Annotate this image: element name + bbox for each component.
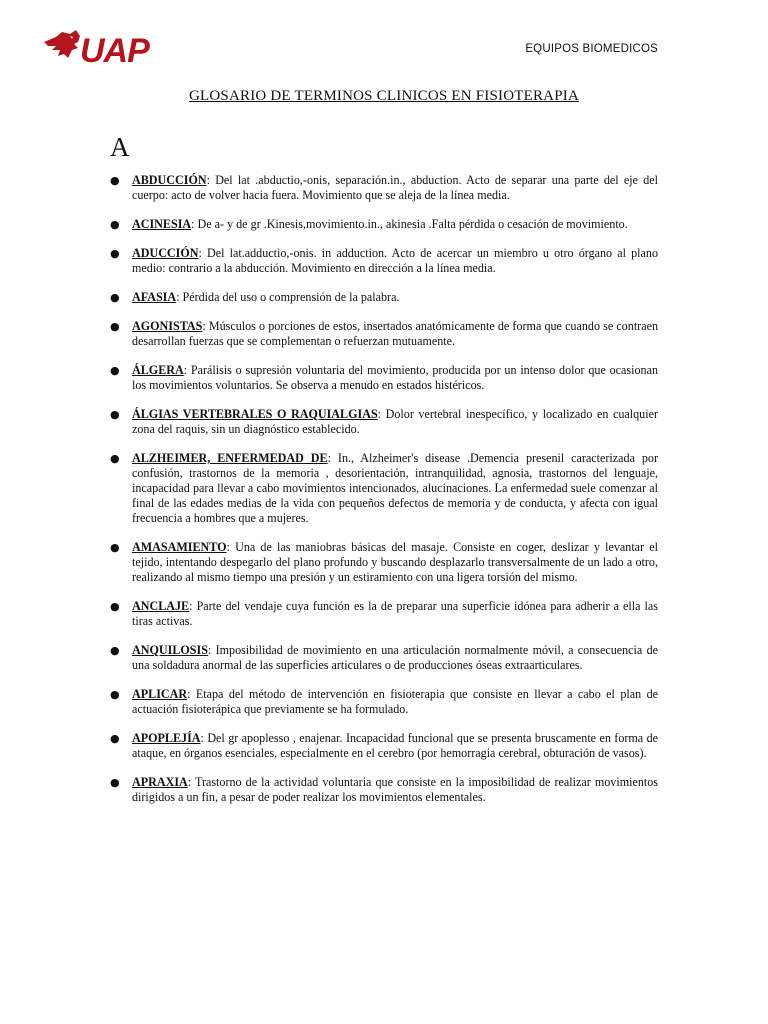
bullet-icon: ● bbox=[110, 541, 120, 554]
glossary-entry bbox=[110, 643, 658, 673]
entry-term: ACINESIA bbox=[132, 217, 192, 231]
bullet-icon: ● bbox=[110, 776, 120, 789]
glossary-entry bbox=[110, 731, 658, 761]
entry-definition: : Parálisis o supresión voluntaria del movimiento, producida por un intenso dolor que ocasionan los movimientos voluntarios. Se observa a menudo en estados histéricos. bbox=[132, 363, 658, 392]
bullet-icon: ● bbox=[110, 644, 120, 657]
bullet-icon: ● bbox=[110, 452, 120, 465]
bullet-icon: ● bbox=[110, 408, 120, 421]
glossary-list bbox=[0, 173, 768, 819]
glossary-entry bbox=[110, 687, 658, 717]
glossary-entry bbox=[110, 173, 658, 203]
glossary-entry bbox=[110, 540, 658, 585]
entry-definition: : De a- y de gr .Kinesis,movimiento.in., akinesia .Falta pérdida o cesación de movimiento. bbox=[191, 217, 628, 231]
entry-term: ANCLAJE bbox=[132, 599, 190, 613]
header-title: EQUIPOS BIOMEDICOS bbox=[525, 43, 658, 55]
entry-term: APLICAR bbox=[132, 687, 188, 701]
entry-term: APRAXIA bbox=[132, 775, 188, 789]
bullet-icon: ● bbox=[110, 732, 120, 745]
entry-term: ALZHEIMER, ENFERMEDAD DE bbox=[132, 451, 328, 465]
glossary-entry bbox=[110, 246, 658, 276]
entry-definition: : Del gr apoplesso , enajenar. Incapacidad funcional que se presenta bruscamente en forma de ataque, en órganos esenciales, especialmente en el cerebro (por hemorragia cerebral, obturación de vasos). bbox=[132, 731, 658, 760]
entry-definition: : Imposibilidad de movimiento en una articulación normalmente móvil, a consecuencia de una soldadura anormal de las superficies articulares o de producciones óseas extraarticulares. bbox=[132, 643, 658, 672]
glossary-entry bbox=[110, 290, 658, 305]
uap-logo-text bbox=[80, 32, 150, 68]
entry-term: ANQUILOSIS bbox=[132, 643, 208, 657]
eagle-icon bbox=[44, 30, 80, 58]
uap-logo bbox=[42, 28, 187, 68]
entry-definition: : Músculos o porciones de estos, insertados anatómicamente de forma que cuando se contraen desarrollan fuerzas que se complementan o refuerzan mutuamente. bbox=[132, 319, 658, 348]
svg-text:UAP: UAP bbox=[80, 32, 149, 68]
entry-definition: : Parte del vendaje cuya función es la de preparar una superficie idónea para adherir a ella las tiras activas. bbox=[132, 599, 658, 628]
glossary-entry bbox=[110, 217, 658, 232]
glossary-entry bbox=[110, 775, 658, 805]
page-title: GLOSARIO DE TERMINOS CLINICOS EN FISIOTERAPIA bbox=[189, 88, 579, 104]
entry-definition: : In., Alzheimer's disease .Demencia presenil caracterizada por confusión, trastornos de la memoria , desorientación, intranquilidad, agnosia, trastornos del lenguaje, incapacidad para llevar a cabo movimientos intencionados, alucinaciones. La enfermedad suele comenzar al final de las edades medias de la vida con pequeños defectos de memoria y de conducta, y afecta con igual frecuencia a hombres que a mujeres. bbox=[132, 451, 658, 525]
bullet-icon: ● bbox=[110, 218, 120, 231]
entry-definition: : Del lat .abductio,-onis, separación.in., abduction. Acto de separar una parte del eje del cuerpo: acto de volver hacia fuera. Movimiento que se aleja de la línea media. bbox=[132, 173, 658, 202]
entry-term: ÁLGIAS VERTEBRALES O RAQUIALGIAS bbox=[132, 407, 378, 421]
entry-term: ÁLGERA bbox=[132, 363, 184, 377]
section-letter: A bbox=[110, 132, 130, 162]
glossary-entry bbox=[110, 407, 658, 437]
entry-definition: : Dolor vertebral inespecífico, y localizado en cualquier zona del raquis, sin un diagnóstico establecido. bbox=[132, 407, 658, 436]
entry-term: APOPLEJÍA bbox=[132, 731, 201, 745]
bullet-icon: ● bbox=[110, 364, 120, 377]
entry-term: ABDUCCIÓN bbox=[132, 173, 207, 187]
entry-definition: : Una de las maniobras básicas del masaje. Consiste en coger, deslizar y levantar el tejido, intentando despegarlo del plano profundo y buscando desplazarlo transversalmente de un lado a otro, realizando al mismo tiempo una presión y un estiramiento con una ligera torsión del mismo. bbox=[132, 540, 658, 584]
entry-definition: : Trastorno de la actividad voluntaria que consiste en la imposibilidad de realizar movimientos dirigidos a un fin, a pesar de poder realizar los movimientos elementales. bbox=[132, 775, 658, 804]
entry-term: ADUCCIÓN bbox=[132, 246, 199, 260]
glossary-entry bbox=[110, 451, 658, 526]
bullet-icon: ● bbox=[110, 320, 120, 333]
bullet-icon: ● bbox=[110, 174, 120, 187]
entry-definition: : Pérdida del uso o comprensión de la palabra. bbox=[176, 290, 400, 304]
entry-definition: : Etapa del método de intervención en fisioterapia que consiste en llevar a cabo el plan de actuación fisioterápica que previamente se ha formulado. bbox=[132, 687, 658, 716]
bullet-icon: ● bbox=[110, 291, 120, 304]
bullet-icon: ● bbox=[110, 600, 120, 613]
entry-definition: : Del lat.adductio,-onis. in adduction. Acto de acercar un miembro u otro órgano al plano medio: contrario a la abducción. Movimiento en dirección a la línea media. bbox=[132, 246, 658, 275]
glossary-entry bbox=[110, 319, 658, 349]
entry-term: AMASAMIENTO bbox=[132, 540, 227, 554]
bullet-icon: ● bbox=[110, 688, 120, 701]
glossary-entry bbox=[110, 599, 658, 629]
glossary-entry bbox=[110, 363, 658, 393]
bullet-icon: ● bbox=[110, 247, 120, 260]
entry-term: AGONISTAS bbox=[132, 319, 203, 333]
entry-term: AFASIA bbox=[132, 290, 177, 304]
